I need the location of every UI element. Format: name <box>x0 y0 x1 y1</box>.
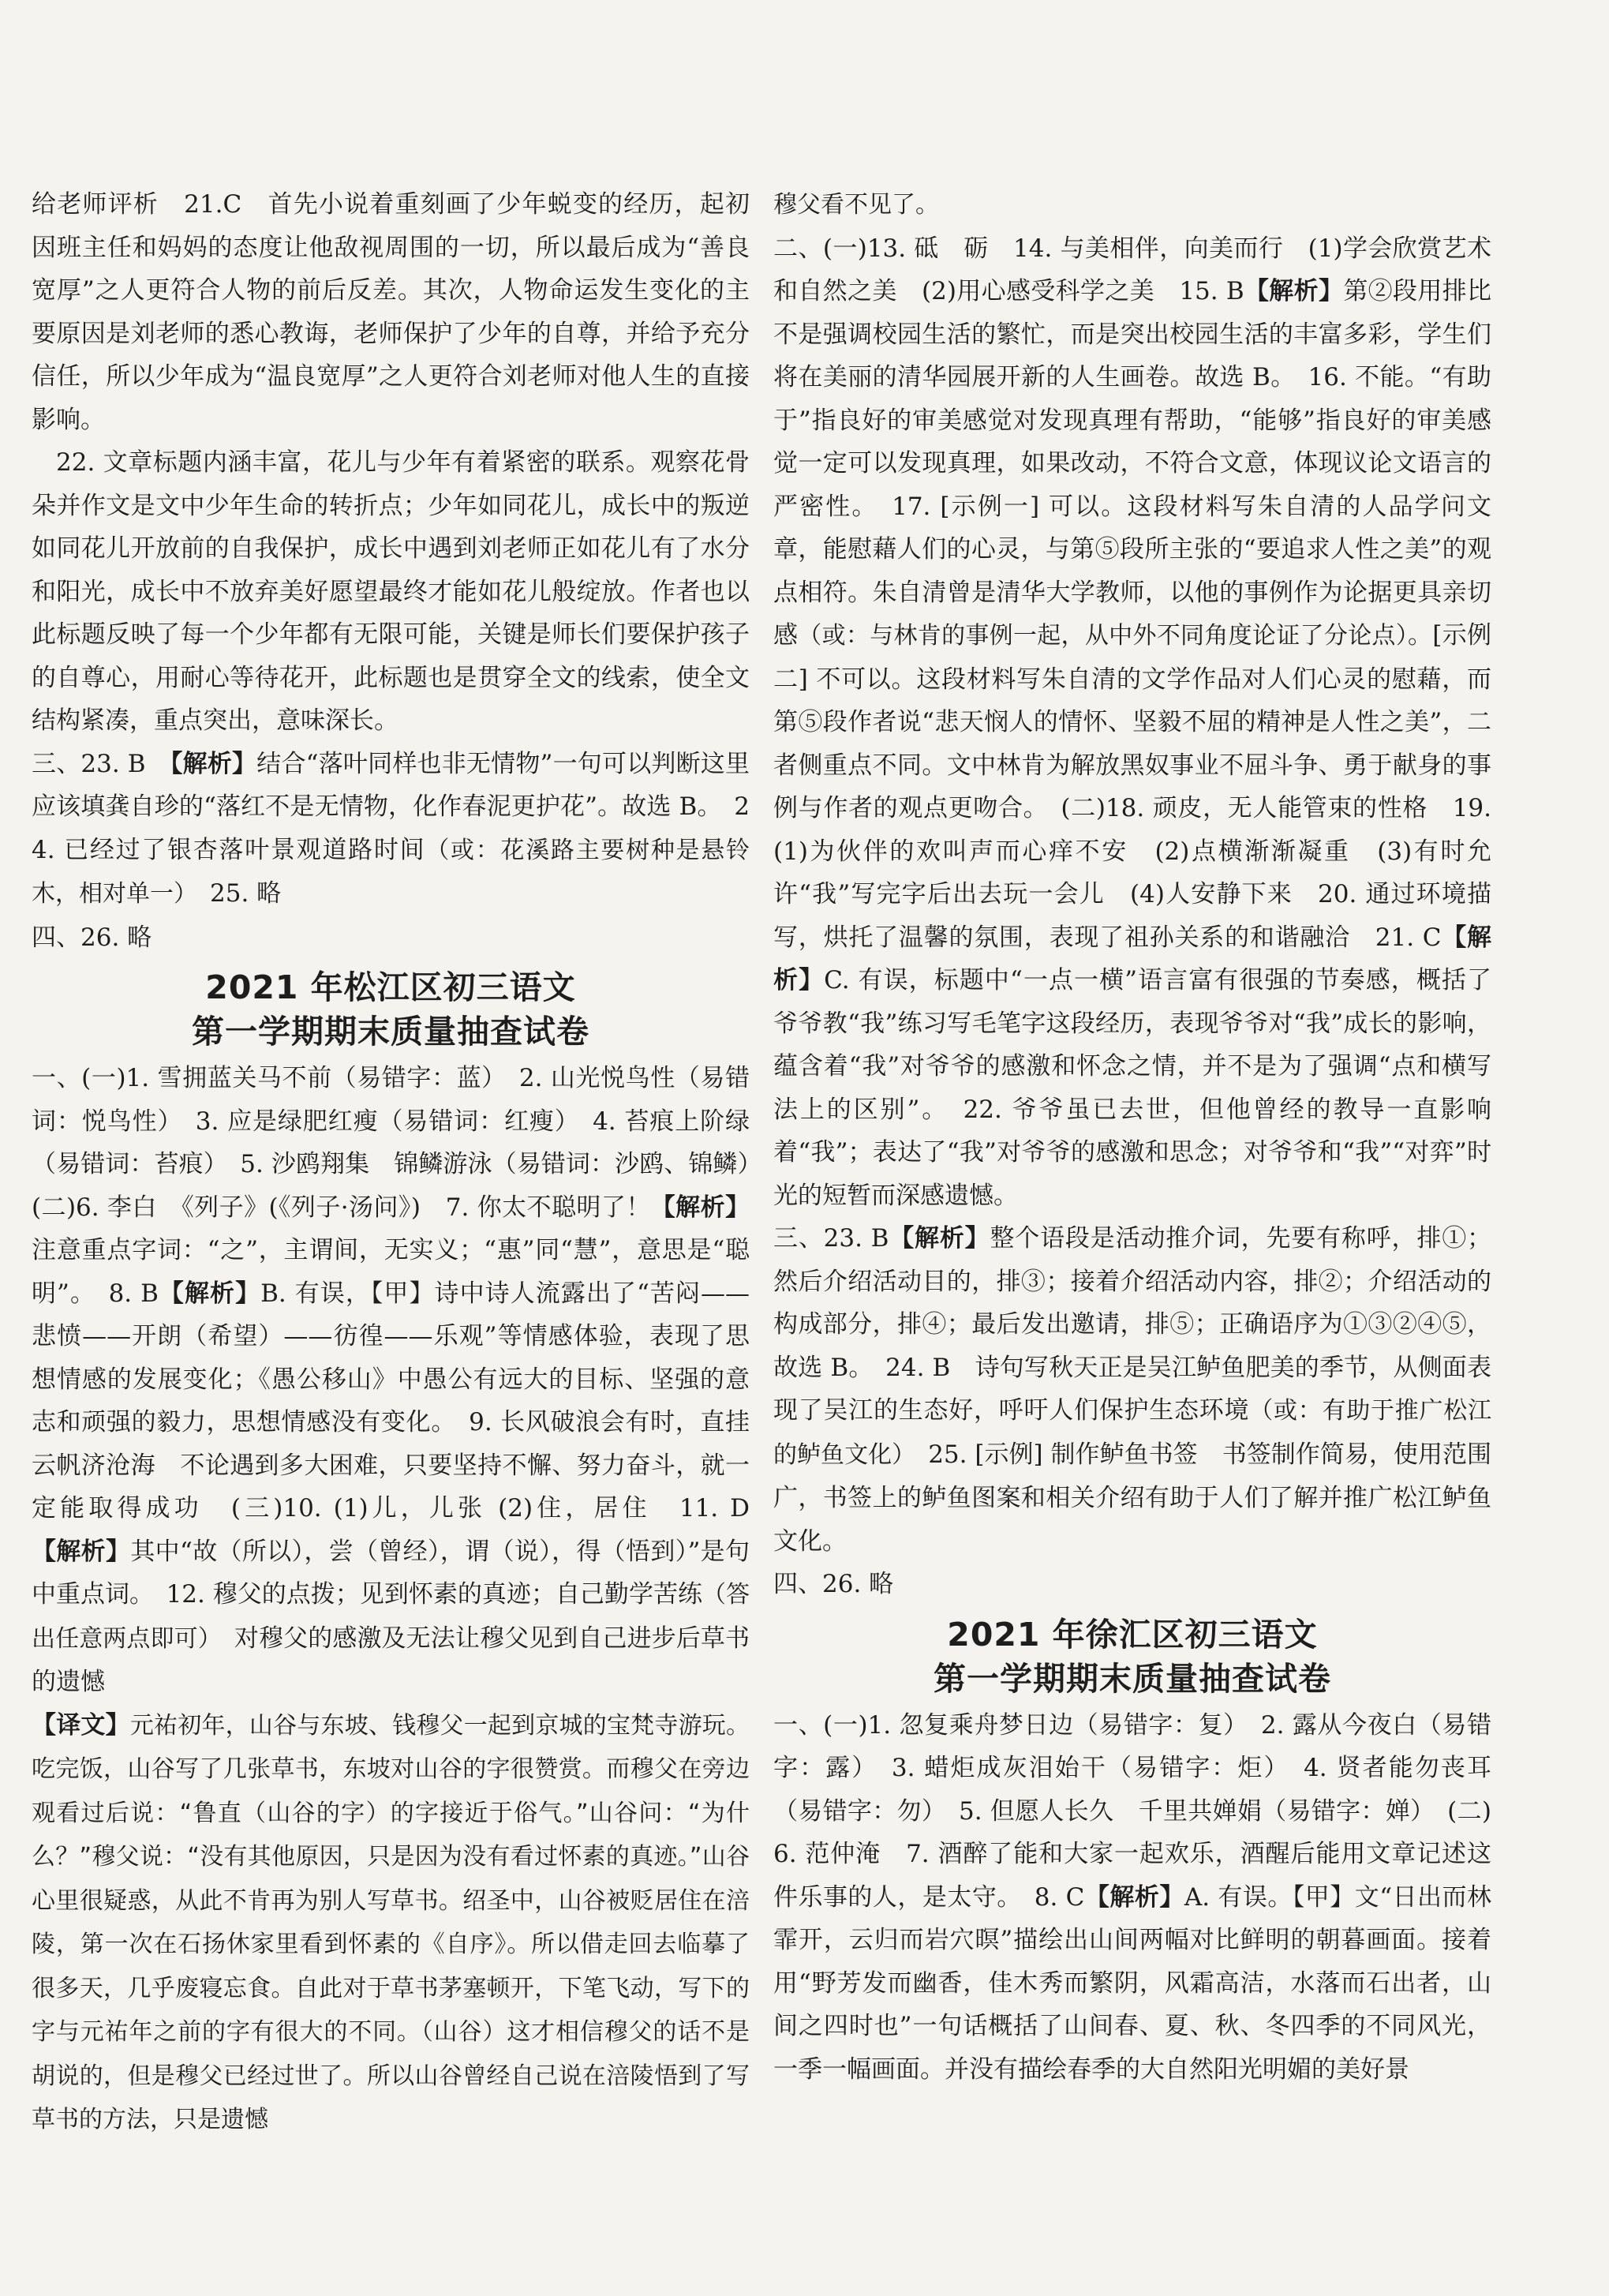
q25-text: 25. 略 <box>185 879 282 908</box>
songjiang-section4: 四、26. 略 <box>773 1570 894 1598</box>
x1-text-b: A. 有误。【甲】文“日出而林霏开，云归而岩穴暝”描绘出山间两幅对比鲜明的朝暮画面。接着用“野芳发而幽香，佳木秀而繁阴，风霜高洁，水落而石出者，山间之四时也”一句话概括了山间春、夏、秋、冬四季的不同风光，一季一幅画面。并没有描绘春季的大自然阳光明媚的美好景 <box>773 1882 1492 2084</box>
analysis-label: 【解析】 <box>158 1279 261 1308</box>
paragraph-section3 <box>32 743 750 916</box>
analysis-label: 【解析】 <box>773 923 1492 994</box>
paragraph-section4: 四、26. 略 <box>32 923 152 952</box>
songjiang-section1 <box>32 1057 774 1704</box>
r2-text-c: 。[示例二] 不可以。这段材料写朱自清的文学作品对人们心灵的慰藉，而第⑤段作者说“悲天悯人的情怀、坚毅不屈的精神是人性之美”，二者侧重点不同。文中林肯为解放黑奴事业不屈斗争、勇于献身的事例与作者的观点更吻合。 (二)18. 顽皮，无人能管束的性格 19. (1)为伙伴的欢叫声而心痒不安 (2)点横渐渐凝重 (3)有时允许“我”写完字后出去玩一会儿 (4)人安静下来 20. 通过环境描写，烘托了温馨的氛围，表现了祖孙关系的和谐融洽 21. C <box>773 621 1491 952</box>
answer-note: （答出任意两点即可） <box>32 1581 750 1653</box>
analysis-label: 【解析】 <box>1244 277 1344 305</box>
analysis-label: 【解析】 <box>1084 1882 1184 1912</box>
r2-text-b: 第②段用排比不是强调校园生活的繁忙，而是突出校园生活的丰富多彩，学生们将在美丽的清华园展开新的人生画卷。故选 B。 16. 不能。“有助于”指良好的审美感觉对发现真理有帮助，“能够”指良好的审美感觉一定可以发现真理，如果改动，不符合文意，体现议论文语言的严密性。 17. [示例一] 可以。这段材料写朱自清的人品学问文章，能慰藉人们的心灵，与第⑤段所主张的“要追求人性之美”的观点相符。朱自清曾是清华大学教师，以他的事例作为论据更具亲切感 <box>773 277 1492 650</box>
right-column <box>773 183 1491 2091</box>
translation-paragraph <box>32 1704 750 2142</box>
x1-text-a: 一、(一)1. 忽复乘舟梦日边（易错字：复） 2. 露从今夜白（易错字：露） 3. 蜡炬成灰泪始干（易错字：炬） 4. 贤者能勿丧耳（易错字：勿） 5. 但愿人长久 千里共婵娟（易错字：婵） (二)6. 范仲淹 7. 酒醉了能和大家一起欢乐，酒醒后能用文章记述这件乐事的人，是太守。 8. C <box>773 1710 1491 1912</box>
q23-text: 三、23. B <box>32 749 170 778</box>
r2-text-d: C. 有误，标题中“一点一横”语言富有很强的节奏感，概括了爷爷教“我”练习写毛笔字这段经历，表现爷爷对“我”成长的影响，蕴含着“我”对爷爷的感激和怀念之情，并不是为了强调“点和横写法上的区别”。 22. 爷爷虽已去世，但他曾经的教导一直影响着“我”；表达了“我”对爷爷的感激和思念；对爷爷和“我”“对弈”时光的短暂而深感遗憾。 <box>773 966 1491 1210</box>
paragraph-q22: 22. 文章标题内涵丰富，花儿与少年有着紧密的联系。观察花骨朵并作文是文中少年生命的转折点；少年如同花儿，成长中的叛逆如同花儿开放前的自我保护，成长中遇到刘老师正如花儿有了水分和阳光，成长中不放弃美好愿望最终才能如花儿般绽放。作者也以此标题反映了每一个少年都有无限可能，关键是师长们要保护孩子的自尊心，用耐心等待花开，此标题也是贯穿全文的线索，使全文结构紧凑，重点突出，意味深长。 <box>32 448 750 735</box>
s1-text-b: 注意重点字词：“之”，主谓间，无实义；“惠”同“慧”，意思是“聪明”。 8. B <box>32 1236 750 1308</box>
translation-text: 元祐初年，山谷与东坡、钱穆父一起到京城的宝梵寺游玩。吃完饭，山谷写了几张草书，东坡对山谷的字很赞赏。而穆父在旁边观看过后说：“鲁直（山谷的字）的字接近于俗气。”山谷问：“为什么？”穆父说：“没有其他原因，只是因为没有看过怀素的真迹。”山谷心里很疑惑，从此不肯再为别人写草书。绍圣中，山谷被贬居住在涪陵，第一次在石扬休家里看到怀素的《自序》。所以借走回去临摹了很多天，几乎废寝忘食。自此对于草书茅塞顿开，下笔飞动，写下的字与元祐年之前的字有很大的不同。（山谷）这才相信穆父的话不是胡说的，但是穆父已经过世了。所以山谷曾经自己说在涪陵悟到了写草书的方法，只是遗憾 <box>32 1711 750 2133</box>
xuhui-exam-title <box>773 1612 1491 1701</box>
r3-text-b: 整个语段是活动推介词，先要有称呼，排①；然后介绍活动目的，排③；接着介绍活动内容，排②；介绍活动的构成部分，排④；最后发出邀请，排⑤；正确语序为①③②④⑤，故选 B。 24. B 诗句写秋天正是吴江鲈鱼肥美的季节，从侧面表现了吴江的生态好，呼吁人们保护生态环境 <box>773 1224 1492 1425</box>
songjiang-section2 <box>773 227 1491 1218</box>
r3-text-a: 三、23. B <box>773 1224 889 1253</box>
translation-label: 【译文】 <box>32 1710 130 1740</box>
s1-text-a: 一、(一)1. 雪拥蓝关马不前（易错字：蓝） 2. 山光悦鸟性（易错词：悦鸟性） 3. 应是绿肥红瘦（易错词：红瘦） 4. 苔痕上阶绿（易错词：苔痕） 5. 沙鸥翔集 锦鳞游泳（易错词：沙鸥、锦鳞） (二)6. 李白 《列子》(《列子·汤问》) 7. 你太不聪明了！ <box>32 1064 774 1222</box>
paragraph-q21: 给老师评析 21.C 首先小说着重刻画了少年蜕变的经历，起初因班主任和妈妈的态度让他敌视周围的一切，所以最后成为“善良宽厚”之人更符合人物的前后反差。其次，人物命运发生变化的主要原因是刘老师的悉心教诲，老师保护了少年的自尊，并给予充分信任，所以少年成为“温良宽厚”之人更符合刘老师对他人生的直接影响。 <box>32 190 750 434</box>
s1-text-c: B. 有误，【甲】诗中诗人流露出了“苦闷——悲愤——开朗（希望）——彷徨——乐观”等情感体验，表现了思想情感的发展变化；《愚公移山》中愚公有远大的目标、坚强的意志和顽强的毅力，思想情感没有变化。 9. 长风破浪会有时，直挂云帆济沧海 不论遇到多大困难，只要坚持不懈、努力奋斗，就一定能取得成功 (三)10. (1)儿，儿张 (2)住，居住 11. D <box>32 1279 750 1523</box>
s1-text-e: 对穆父的感激及无法让穆父见到自己进步后草书的遗憾 <box>32 1624 750 1696</box>
xuhui-title-line2: 第一学期期末质量抽查试卷 <box>934 1659 1331 1698</box>
q23-analysis: 结合“落叶同样也非无情物”一句可以判断这里应该填龚自珍的“落红不是无情物，化作春泥更护花”。故选 B。 24. 已经过了银杏落叶景观道路时间 <box>32 749 750 864</box>
alternative-answer: （或：与林肯的事例一起，从中外不同角度论证了分论点） <box>798 622 1409 650</box>
xuhui-title-line1: 2021 年徐汇区初三语文 <box>947 1615 1318 1654</box>
analysis-label: 【解析】 <box>170 749 257 778</box>
alternative-answer: （或：有助于推广松江的鲈鱼文化） <box>773 1397 1491 1469</box>
r2-text-a: 二、(一)13. 砥 砺 14. 与美相伴，向美而行 (1)学会欣赏艺术和自然之美 (2)用心感受科学之美 15. B <box>773 234 1491 305</box>
songjiang-exam-title <box>32 965 750 1054</box>
alternative-answer: （或：花溪路主要树种是悬铃木，相对单一） <box>32 836 750 908</box>
xuhui-section1 <box>773 1704 1491 2092</box>
r3-text-c: 25. [示例] 制作鲈鱼书签 书签制作简易，使用范围广，书签上的鲈鱼图案和相关介绍有助于人们了解并推广松江鲈鱼文化。 <box>773 1440 1491 1556</box>
s1-text-d: 其中“故（所以），尝（曾经），谓（说），得（悟到）”是句中重点词。 12. 穆父的点拨；见到怀素的真迹；自己勤学苦练 <box>32 1537 750 1609</box>
analysis-label: 【解析】 <box>650 1193 750 1222</box>
songjiang-section3 <box>773 1217 1491 1563</box>
translation-continued <box>773 183 1491 227</box>
translation-end: 穆父看不见了。 <box>773 191 939 219</box>
analysis-label: 【解析】 <box>889 1224 990 1253</box>
songjiang-title-line2: 第一学期期末质量抽查试卷 <box>192 1013 589 1051</box>
songjiang-title-line1: 2021 年松江区初三语文 <box>205 968 576 1006</box>
analysis-label: 【解析】 <box>32 1537 131 1566</box>
left-column <box>32 183 774 2142</box>
